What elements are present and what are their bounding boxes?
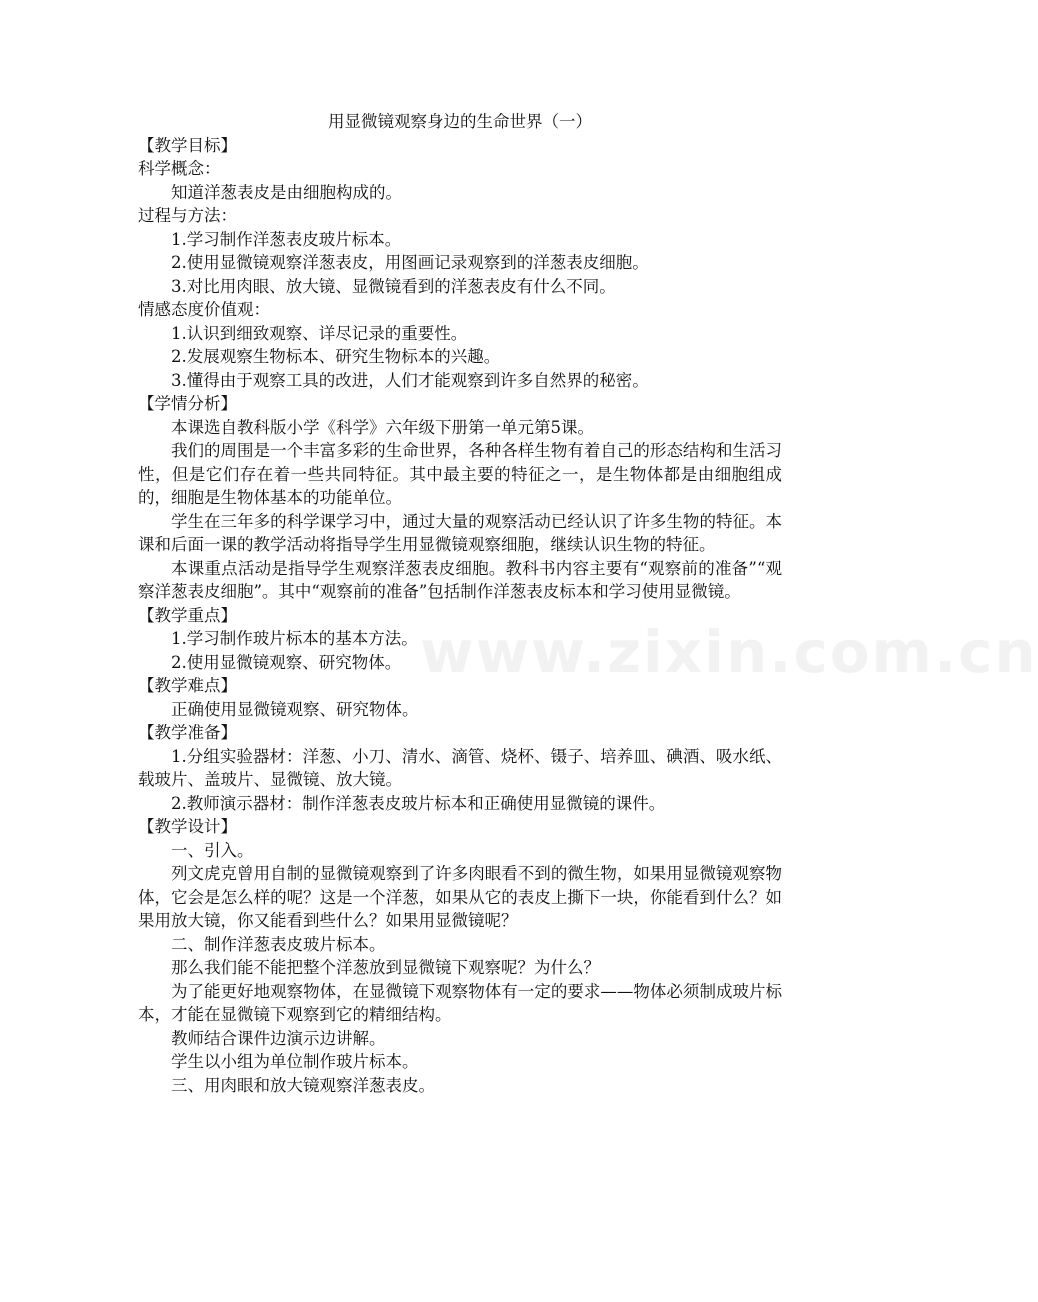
design-paragraph: 为了能更好地观察物体，在显微镜下观察物体有一定的要求——物体必须制成玻片标本，才能在显微镜下观察到它的精细结构。 — [138, 981, 782, 1024]
process-item: 1.学习制作洋葱表皮玻片标本。 — [171, 229, 402, 249]
analysis-paragraph: 本课选自教科版小学《科学》六年级下册第一单元第5课。 — [171, 417, 594, 437]
difficult-point-item: 正确使用显微镜观察、研究物体。 — [171, 699, 419, 719]
design-paragraph: 列文虎克曾用自制的显微镜观察到了许多肉眼看不到的微生物，如果用显微镜观察物体，它会是怎么样的呢？这是一个洋葱，如果从它的表皮上撕下一块，你能看到什么？如果用放大镜，你又能看到些什么？如果用显微镜呢？ — [138, 864, 782, 930]
heading-teaching-goal: 【教学目标】 — [138, 135, 237, 155]
document-title: 用显微镜观察身边的生命世界（一） — [328, 112, 592, 131]
analysis-paragraph: 学生在三年多的科学课学习中，通过大量的观察活动已经认识了许多生物的特征。本课和后面一课的教学活动将指导学生用显微镜观察细胞，继续认识生物的特征。 — [138, 511, 782, 554]
design-section-title: 二、制作洋葱表皮玻片标本。 — [171, 934, 386, 954]
heading-preparation: 【教学准备】 — [138, 723, 237, 742]
analysis-paragraph: 本课重点活动是指导学生观察洋葱表皮细胞。教科书内容主要有“观察前的准备”“观察洋葱表皮细胞”。其中“观察前的准备”包括制作洋葱表皮标本和学习使用显微镜。 — [138, 558, 782, 601]
key-point-item: 2.使用显微镜观察、研究物体。 — [171, 652, 402, 672]
heading-key-points: 【教学重点】 — [138, 605, 237, 625]
design-paragraph: 学生以小组为单位制作玻片标本。 — [171, 1052, 419, 1071]
attitude-item: 2.发展观察生物标本、研究生物标本的兴趣。 — [171, 347, 501, 366]
attitude-item: 3.懂得由于观察工具的改进，人们才能观察到许多自然界的秘密。 — [171, 370, 649, 390]
analysis-paragraph: 我们的周围是一个丰富多彩的生命世界，各种各样生物有着自己的形态结构和生活习性，但是它们存在着一些共同特征。其中最主要的特征之一，是生物体都是由细胞组成的，细胞是生物体基本的功能单位。 — [138, 441, 782, 507]
process-item: 3.对比用肉眼、放大镜、显微镜看到的洋葱表皮有什么不同。 — [171, 276, 616, 296]
concept-item: 知道洋葱表皮是由细胞构成的。 — [171, 182, 402, 202]
watermark: www.zixin.com.cn — [420, 618, 1038, 686]
heading-teaching-design: 【教学设计】 — [138, 817, 237, 836]
process-item: 2.使用显微镜观察洋葱表皮，用图画记录观察到的洋葱表皮细胞。 — [171, 253, 649, 272]
design-section-title: 三、用肉眼和放大镜观察洋葱表皮。 — [171, 1075, 435, 1095]
attitude-item: 1.认识到细致观察、详尽记录的重要性。 — [171, 323, 468, 343]
design-paragraph: 那么我们能不能把整个洋葱放到显微镜下观察呢？为什么？ — [171, 958, 600, 977]
preparation-item: 1.分组实验器材：洋葱、小刀、清水、滴管、烧杯、镊子、培养皿、碘酒、吸水纸、载玻片、盖玻片、显微镜、放大镜。 — [138, 746, 782, 789]
heading-learner-analysis: 【学情分析】 — [138, 394, 237, 413]
attitude-label: 情感态度价值观： — [138, 300, 270, 319]
process-label: 过程与方法： — [138, 206, 237, 225]
heading-difficult-points: 【教学难点】 — [138, 676, 237, 695]
document-body — [138, 110, 782, 1097]
key-point-item: 1.学习制作玻片标本的基本方法。 — [171, 629, 418, 648]
design-section-title: 一、引入。 — [171, 840, 254, 860]
concept-label: 科学概念： — [138, 159, 221, 178]
preparation-item: 2.教师演示器材：制作洋葱表皮玻片标本和正确使用显微镜的课件。 — [171, 793, 666, 813]
design-paragraph: 教师结合课件边演示边讲解。 — [171, 1028, 386, 1048]
